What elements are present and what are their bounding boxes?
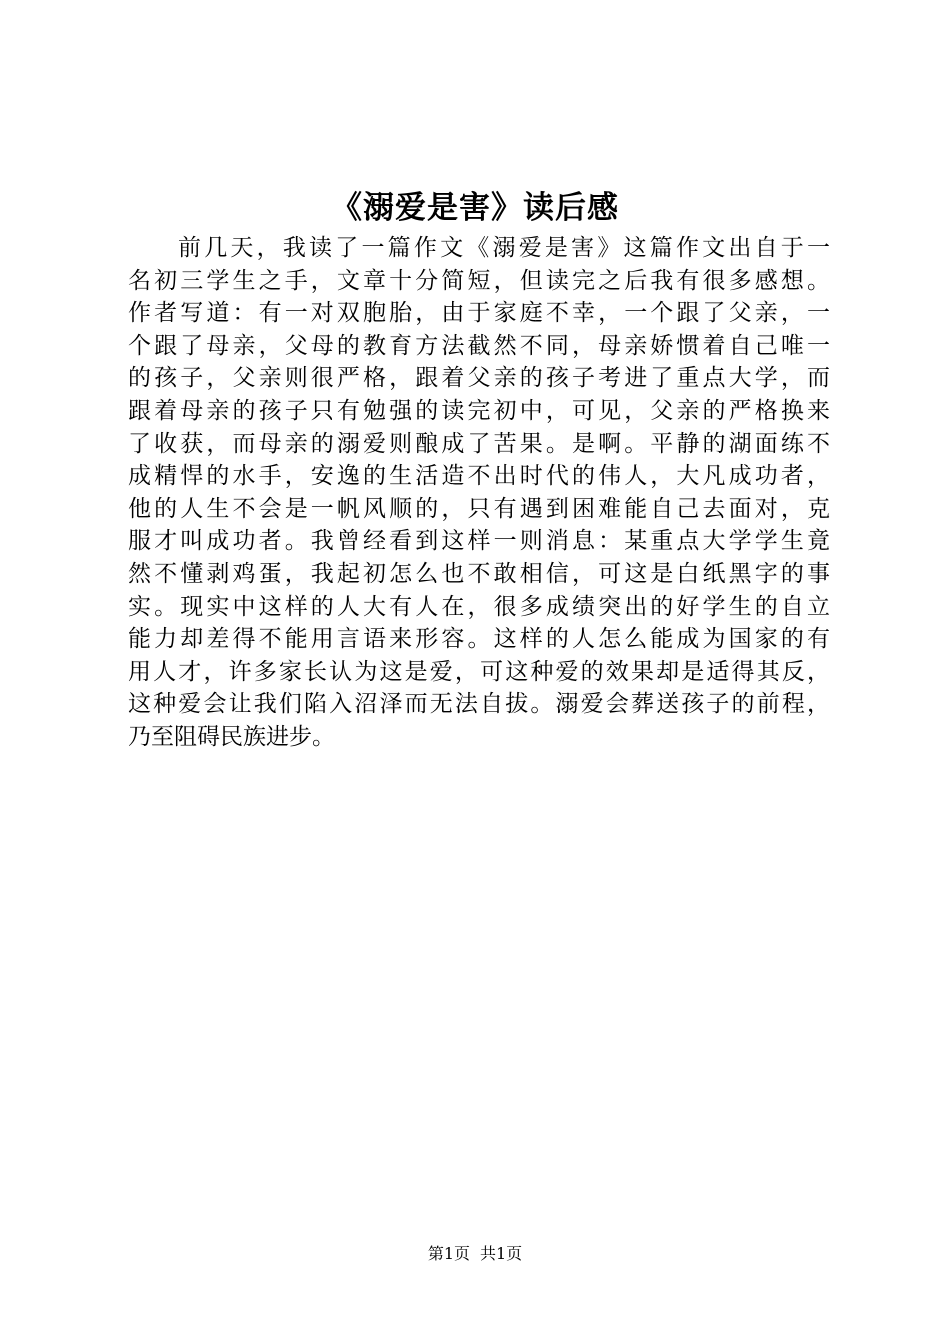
body-line: 服才叫成功者。我曾经看到这样一则消息：某重点大学学生竟: [128, 528, 830, 555]
body-line: 他的人生不会是一帆风顺的，只有遇到困难能自己去面对，克: [128, 495, 830, 522]
body-line: 跟着母亲的孩子只有勉强的读完初中，可见，父亲的严格换来: [128, 397, 830, 424]
body-line: 前几天，我读了一篇作文《溺爱是害》这篇作文出自于一: [178, 235, 830, 261]
body-line: 实。现实中这样的人大有人在，很多成绩突出的好学生的自立: [128, 593, 830, 620]
body-line: 用人才，许多家长认为这是爱，可这种爱的效果却是适得其反，: [128, 658, 830, 685]
body-line: 成精悍的水手，安逸的生活造不出时代的伟人，大凡成功者，: [128, 463, 830, 490]
body-line: 然不懂剥鸡蛋，我起初怎么也不敢相信，可这是白纸黑字的事: [128, 560, 830, 587]
body-line: 作者写道：有一对双胞胎，由于家庭不幸，一个跟了父亲，一: [128, 300, 830, 327]
body-line: 能力却差得不能用言语来形容。这样的人怎么能成为国家的有: [128, 626, 830, 653]
page-footer: [0, 1243, 950, 1265]
page-number: 第1页: [427, 1244, 470, 1263]
body-line: 的孩子，父亲则很严格，跟着父亲的孩子考进了重点大学，而: [128, 365, 830, 392]
body-line: 乃至阻碍民族进步。: [128, 723, 335, 750]
body-line: 名初三学生之手，文章十分简短，但读完之后我有很多感想。: [128, 267, 830, 294]
document-title: 《溺爱是害》读后感: [331, 190, 619, 226]
body-line: 了收获，而母亲的溺爱则酿成了苦果。是啊。平静的湖面练不: [128, 430, 830, 457]
body-line: 这种爱会让我们陷入沼泽而无法自拔。溺爱会葬送孩子的前程，: [128, 691, 830, 718]
page-total: 共1页: [480, 1244, 523, 1263]
document-body: [128, 232, 830, 754]
body-line: 个跟了母亲，父母的教育方法截然不同，母亲娇惯着自己唯一: [128, 332, 830, 359]
